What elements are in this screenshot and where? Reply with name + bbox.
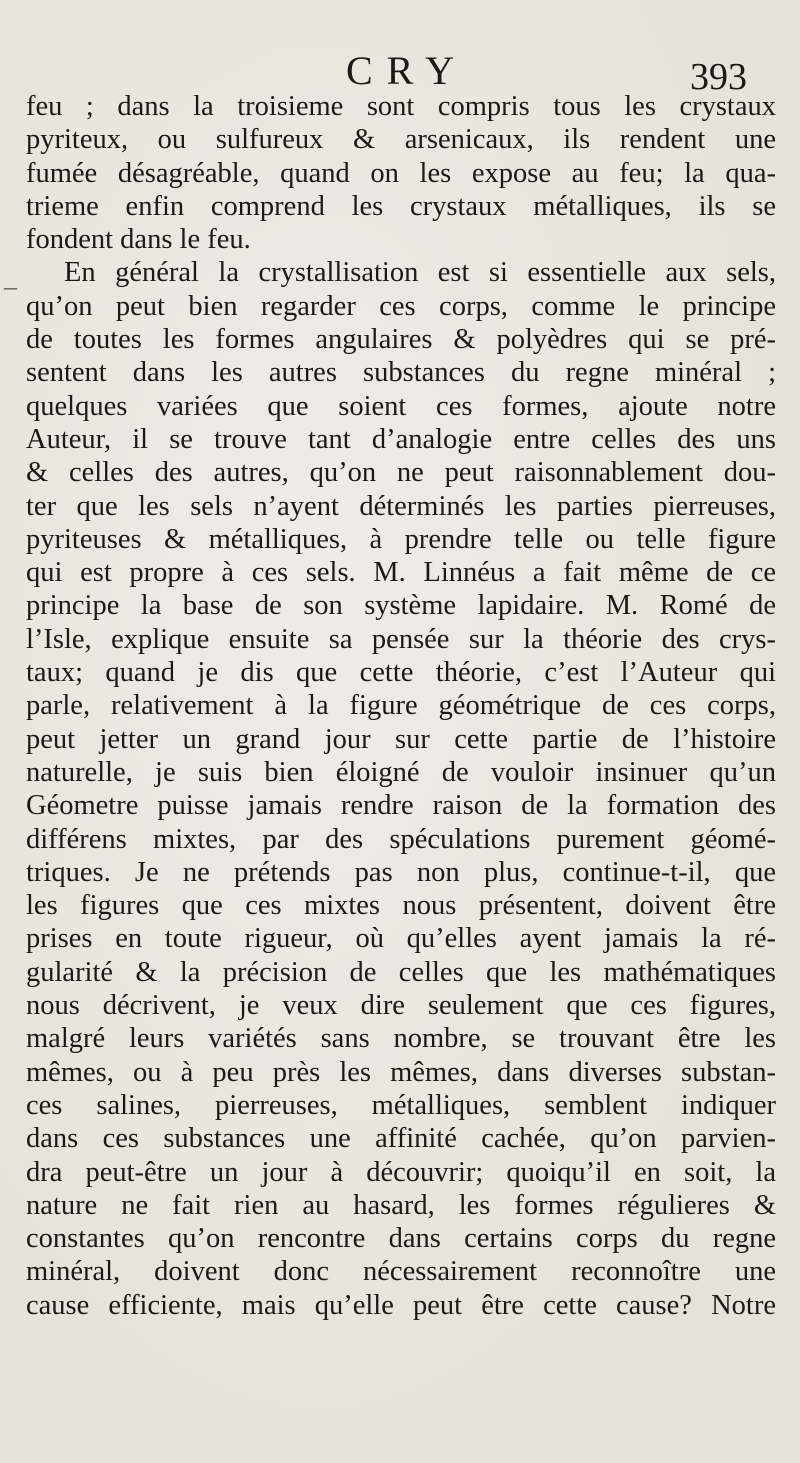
- text-line: les figures que ces mixtes nous présentent, doivent être: [26, 890, 776, 922]
- text-line: qui est propre à ces sels. M. Linnéus a fait même de ce: [26, 557, 776, 589]
- text-line: fumée désagréable, quand on les expose au feu; la qua-: [26, 157, 776, 189]
- text-line: Géometre puisse jamais rendre raison de la formation des: [26, 790, 776, 822]
- text-line: triques. Je ne prétends pas non plus, continue-t-il, que: [26, 856, 776, 888]
- text-line: ter que les sels n’ayent déterminés les parties pierreuses,: [26, 490, 776, 522]
- text-line: pyriteux, ou sulfureux & arsenicaux, ils rendent une: [26, 124, 776, 156]
- text-line: fondent dans le feu.: [26, 224, 251, 256]
- page-number: 393: [690, 56, 747, 98]
- text-line: de toutes les formes angulaires & polyèdres qui se pré-: [26, 324, 776, 356]
- text-line: minéral, doivent donc nécessairement reconnoître une: [26, 1256, 776, 1288]
- text-line: dans ces substances une affinité cachée, qu’on parvien-: [26, 1123, 776, 1155]
- text-line: pyriteuses & métalliques, à prendre telle ou telle figure: [26, 523, 776, 555]
- running-head-title: CRY: [346, 48, 469, 93]
- text-line: parle, relativement à la figure géométrique de ces corps,: [26, 690, 776, 722]
- text-line: feu ; dans la troisieme sont compris tous les crystaux: [26, 91, 776, 122]
- text-line: taux; quand je dis que cette théorie, c’est l’Auteur qui: [26, 657, 776, 689]
- text-line: mêmes, ou à peu près les mêmes, dans diverses substan-: [26, 1056, 776, 1088]
- text-line: sentent dans les autres substances du regne minéral ;: [26, 357, 776, 389]
- text-line: nature ne fait rien au hasard, les formes régulieres &: [26, 1189, 776, 1221]
- text-line: nous décrivent, je veux dire seulement que ces figures,: [26, 990, 776, 1022]
- text-line: dra peut-être un jour à découvrir; quoiqu’il en soit, la: [26, 1156, 776, 1188]
- text-line: peut jetter un grand jour sur cette partie de l’histoire: [26, 723, 776, 755]
- text-line: quelques variées que soient ces formes, ajoute notre: [26, 390, 776, 422]
- text-line: & celles des autres, qu’on ne peut raisonnablement dou-: [26, 457, 776, 489]
- text-line: malgré leurs variétés sans nombre, se trouvant être les: [26, 1023, 776, 1055]
- text-line: ces salines, pierreuses, métalliques, semblent indiquer: [26, 1089, 776, 1121]
- text-line: principe la base de son système lapidaire. M. Romé de: [26, 590, 776, 622]
- text-line: naturelle, je suis bien éloigné de vouloir insinuer qu’un: [26, 756, 776, 788]
- text-line: gularité & la précision de celles que les mathématiques: [26, 956, 776, 988]
- text-line: différens mixtes, par des spéculations purement géomé-: [26, 823, 776, 855]
- paragraph-2: [26, 256, 776, 1322]
- paragraph-1: [26, 90, 776, 256]
- text-line: prises en toute rigueur, où qu’elles ayent jamais la ré-: [26, 923, 776, 955]
- text-line: Auteur, il se trouve tant d’analogie entre celles des uns: [26, 423, 776, 455]
- text-line: constantes qu’on rencontre dans certains corps du regne: [26, 1223, 776, 1255]
- body-text: [26, 90, 776, 1322]
- text-line: En général la crystallisation est si essentielle aux sels,: [64, 257, 776, 289]
- text-line: l’Isle, explique ensuite sa pensée sur la théorie des crys-: [26, 623, 776, 655]
- text-line: cause efficiente, mais qu’elle peut être cette cause? Notre: [26, 1289, 776, 1321]
- text-line: qu’on peut bien regarder ces corps, comme le principe: [26, 290, 776, 322]
- margin-mark: –: [4, 272, 17, 301]
- running-head: [0, 46, 800, 96]
- text-line: trieme enfin comprend les crystaux métalliques, ils se: [26, 190, 776, 222]
